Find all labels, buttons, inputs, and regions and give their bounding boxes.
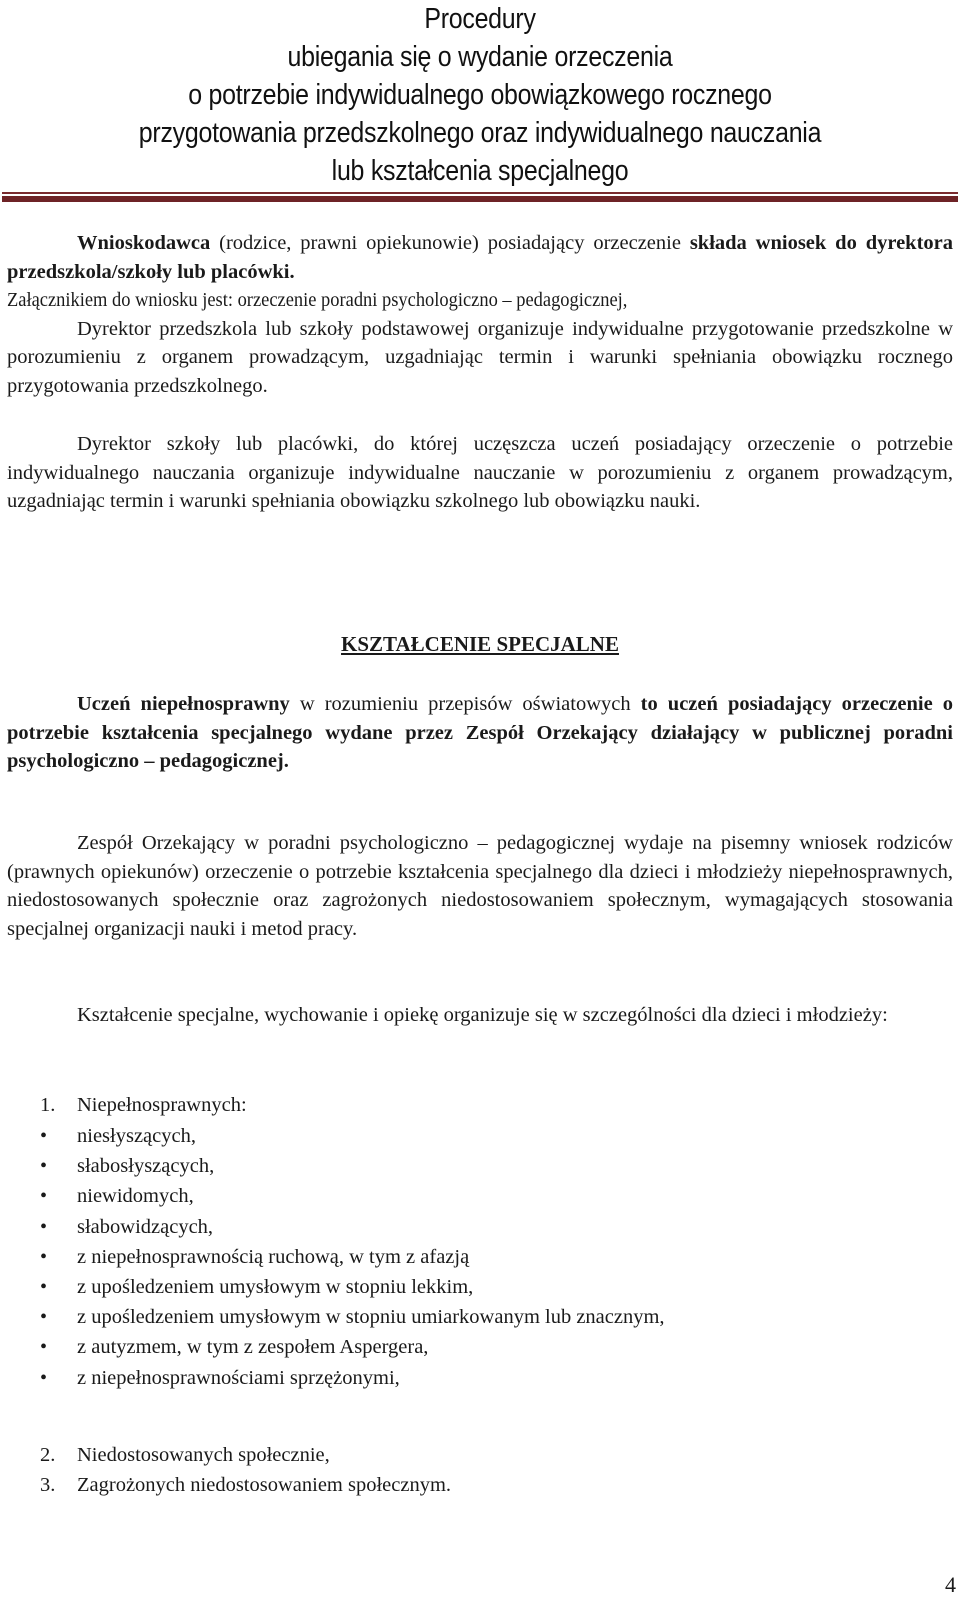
bullet-icon: • bbox=[40, 1306, 48, 1329]
list-number: 2. bbox=[40, 1444, 56, 1466]
bullet-icon: • bbox=[40, 1245, 48, 1268]
bullet-icon: • bbox=[40, 1366, 48, 1389]
list-item: • z upośledzeniem umysłowym w stopniu umiarkowanym lub znacznym, bbox=[40, 1302, 665, 1332]
title-divider-thin bbox=[2, 192, 958, 194]
paragraph-applicant-lead: Wnioskodawca (rodzice, prawni opiekunowie) posiadający orzeczenie składa wniosek do dyrektora przedszkola/szkoły lub placówki. bbox=[7, 232, 954, 283]
director-preschool-paragraph: Dyrektor przedszkola lub szkoły podstawowej organizuje indywidualne przygotowanie przedszkolne w porozumieniu z organem prowadzącym, uzgadniając termin i warunki spełniania obowiązku rocznego przygotowania przedszkolnego. bbox=[7, 317, 953, 397]
title-line: o potrzebie indywidualnego obowiązkowego rocznego bbox=[188, 79, 772, 111]
bullet-icon: • bbox=[40, 1125, 48, 1147]
paragraph-disabled-student: Uczeń niepełnosprawny w rozumieniu przepisów oświatowych to uczeń posiadający orzeczenie o potrzebie kształcenia specjalnego wydane przez Zespół Orzekający działający w publicznej poradni psychologiczno – pedagogicznej. bbox=[7, 693, 954, 772]
bullet-icon: • bbox=[40, 1215, 48, 1238]
title-line: lub kształcenia specjalnego bbox=[331, 155, 629, 187]
bold-term: Uczeń niepełnosprawny bbox=[77, 693, 290, 715]
title-line: przygotowania przedszkolnego oraz indywidualnego nauczania bbox=[138, 117, 822, 149]
bullet-icon: • bbox=[40, 1155, 48, 1178]
attachment-line: Załącznikiem do wniosku jest: orzeczenie poradni psychologiczno – pedagogicznej, bbox=[7, 289, 628, 311]
list-item: • z autyzmem, w tym z zespołem Aspergera, bbox=[40, 1332, 665, 1362]
bold-statement: składa wniosek do dyrektora przedszkola/szkoły lub placówki. bbox=[7, 232, 954, 283]
document-title bbox=[0, 0, 960, 190]
bullet-icon: • bbox=[40, 1185, 48, 1208]
title-divider-thick bbox=[2, 196, 958, 202]
title-line: ubiegania się o wydanie orzeczenia bbox=[287, 41, 673, 73]
list-item: • z niepełnosprawnościami sprzężonymi, bbox=[40, 1363, 665, 1393]
list-item: • słabowidzących, bbox=[40, 1212, 665, 1242]
paragraph-individual-teaching: Dyrektor szkoły lub placówki, do której uczęszcza uczeń posiadający orzeczenie o potrzebie indywidualnego nauczania organizuje indywidualne nauczanie w porozumieniu z organem prowadzącym, uzgadniając termin i warunki spełniania obowiązku szkolnego lub obowiązku nauki. bbox=[7, 433, 953, 512]
list-number: 3. bbox=[40, 1474, 56, 1496]
paragraph-applicant bbox=[7, 229, 953, 400]
list-item: • niesłyszących, bbox=[40, 1121, 665, 1151]
section-heading: KSZTAŁCENIE SPECJALNE bbox=[341, 632, 619, 656]
paragraph-special-education: Kształcenie specjalne, wychowanie i opiekę organizuje się w szczególności dla dzieci i młodzieży: bbox=[77, 1004, 888, 1026]
numbered-list bbox=[40, 1090, 247, 1120]
numbered-list-continued bbox=[40, 1440, 451, 1500]
bullet-list bbox=[40, 1121, 665, 1393]
list-item: • słabosłyszących, bbox=[40, 1151, 665, 1181]
bullet-icon: • bbox=[40, 1276, 48, 1299]
list-item: 3. Zagrożonych niedostosowaniem społecznym. bbox=[40, 1470, 451, 1500]
bold-definition: to uczeń posiadający orzeczenie o potrzebie kształcenia specjalnego wydane przez Zespół Orzekający działający w publicznej poradni psychologiczno – pedagogicznej. bbox=[7, 693, 954, 772]
bullet-icon: • bbox=[40, 1336, 48, 1359]
list-item: • z upośledzeniem umysłowym w stopniu lekkim, bbox=[40, 1272, 665, 1302]
list-item: • z niepełnosprawnością ruchową, w tym z afazją bbox=[40, 1242, 665, 1272]
paragraph-team: Zespół Orzekający w poradni psychologiczno – pedagogicznej wydaje na pisemny wniosek rodziców (prawnych opiekunów) orzeczenie o potrzebie kształcenia specjalnego dla dzieci i młodzieży niepełnosprawnych, niedostosowanych społecznie oraz zagrożonych niedostosowaniem społecznym, wymagających stosowania specjalnej organizacji nauki i metod pracy. bbox=[7, 832, 953, 940]
title-line: Procedury bbox=[424, 3, 536, 35]
bold-term: Wnioskodawca bbox=[77, 232, 211, 254]
list-item: 2. Niedostosowanych społecznie, bbox=[40, 1440, 451, 1470]
list-number: 1. bbox=[40, 1094, 56, 1116]
list-item: • niewidomych, bbox=[40, 1181, 665, 1211]
list-item: 1. Niepełnosprawnych: bbox=[40, 1090, 247, 1120]
page-number: 4 bbox=[945, 1572, 956, 1597]
